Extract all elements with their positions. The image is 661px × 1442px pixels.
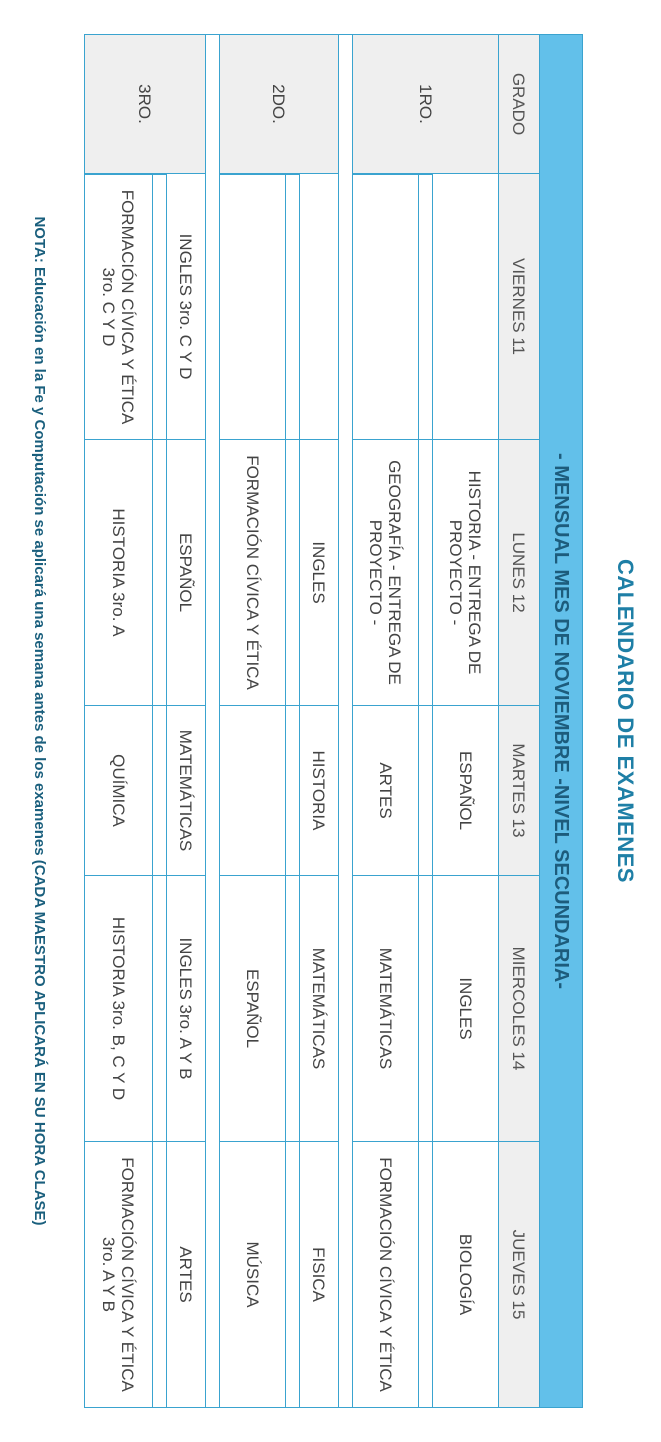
- header-day: MIERCOLES 14: [498, 876, 539, 1142]
- spacer-cell: [418, 440, 432, 706]
- spacer-cell: [285, 706, 299, 876]
- page-title: CALENDARIO DE EXAMENES: [613, 559, 638, 883]
- exam-cell: INGLES: [432, 876, 498, 1142]
- header-row: [498, 34, 539, 1408]
- spacer-cell: [285, 440, 299, 706]
- exam-cell: HISTORIA - ENTREGA DE PROYECTO -: [432, 440, 498, 706]
- exam-cell: HISTORIA 3ro. B, C Y D: [84, 876, 152, 1142]
- footnote: NOTA: Educación en la Fe y Computación se aplicará una semana antes de los examenes (CADA MAESTRO APLICARÁ EN SU HORA CLASE): [31, 216, 48, 1226]
- exam-cell: HISTORIA: [299, 706, 338, 876]
- grade-2-row-spacer: [285, 34, 299, 1408]
- exam-cell: MATEMÁTICAS: [166, 706, 205, 876]
- spacer-cell: [152, 1142, 166, 1408]
- grade-label-2do: 2DO.: [219, 34, 338, 174]
- exam-cell: FORMACIÓN CÍVICA Y ÉTICA: [219, 440, 285, 706]
- exam-cell: FORMACIÓN CÍVICA Y ÉTICA 3ro. C Y D: [84, 174, 152, 440]
- header-day: VIERNES 11: [498, 174, 539, 440]
- spacer-cell: [418, 876, 432, 1142]
- spacer-cell: [285, 174, 299, 440]
- grade-label-3ro: 3RO.: [84, 34, 205, 174]
- spacer-cell: [285, 1142, 299, 1408]
- exam-cell: ESPAÑOL: [432, 706, 498, 876]
- gap-cell: [205, 34, 219, 1408]
- exam-cell: MÚSICA: [219, 1142, 285, 1408]
- exam-cell: FORMACIÓN CÍVICA Y ÉTICA: [352, 1142, 418, 1408]
- exam-cell: QUÍMICA: [84, 706, 152, 876]
- header-grado: GRADO: [498, 34, 539, 174]
- grade-1-row-spacer: [418, 34, 432, 1408]
- exam-cell: ESPAÑOL: [166, 440, 205, 706]
- exam-cell: GEOGRAFÍA - ENTREGA DE PROYECTO -: [352, 440, 418, 706]
- grade-3-row-spacer: [152, 34, 166, 1408]
- exam-cell: FORMACIÓN CÍVICA Y ÉTICA 3ro. A Y B: [84, 1142, 152, 1408]
- exam-cell: [219, 174, 285, 440]
- exam-cell: ARTES: [352, 706, 418, 876]
- exam-cell: [432, 174, 498, 440]
- spacer-cell: [418, 706, 432, 876]
- grade-1-row-a: [432, 34, 498, 1408]
- grade-label-1ro: 1RO.: [352, 34, 498, 174]
- grade-3-row-a: [166, 34, 205, 1408]
- section-gap: [338, 34, 352, 1408]
- exam-cell: INGLES 3ro. A Y B: [166, 876, 205, 1142]
- header-day: MARTES 13: [498, 706, 539, 876]
- section-gap: [205, 34, 219, 1408]
- spacer-cell: [418, 1142, 432, 1408]
- exam-cell: [352, 174, 418, 440]
- grade-2-row-b: [219, 34, 285, 1408]
- header-day: JUEVES 15: [498, 1142, 539, 1408]
- exam-cell: ARTES: [166, 1142, 205, 1408]
- spacer-cell: [152, 706, 166, 876]
- subtitle-banner: - MENSUAL MES DE NOVIEMBRE -NIVEL SECUNDARIA-: [539, 34, 583, 1408]
- spacer-cell: [152, 876, 166, 1142]
- exam-cell: [219, 706, 285, 876]
- banner-row: [539, 34, 583, 1408]
- exam-cell: HISTORIA 3ro. A: [84, 440, 152, 706]
- exam-cell: FISICA: [299, 1142, 338, 1408]
- header-day: LUNES 12: [498, 440, 539, 706]
- spacer-cell: [285, 876, 299, 1142]
- grade-2-row-a: [299, 34, 338, 1408]
- grade-1-row-b: [352, 34, 418, 1408]
- exam-cell: MATEMÁTICAS: [299, 876, 338, 1142]
- exam-cell: MATEMÁTICAS: [352, 876, 418, 1142]
- spacer-cell: [418, 174, 432, 440]
- spacer-cell: [152, 174, 166, 440]
- gap-cell: [338, 34, 352, 1408]
- grade-3-row-b: [84, 34, 152, 1408]
- exam-cell: INGLES: [299, 440, 338, 706]
- spacer-cell: [152, 440, 166, 706]
- schedule-table: [84, 34, 583, 1408]
- exam-cell: [299, 174, 338, 440]
- exam-cell: ESPAÑOL: [219, 876, 285, 1142]
- exam-cell: INGLES 3ro. C Y D: [166, 174, 205, 440]
- exam-cell: BIOLOGÍA: [432, 1142, 498, 1408]
